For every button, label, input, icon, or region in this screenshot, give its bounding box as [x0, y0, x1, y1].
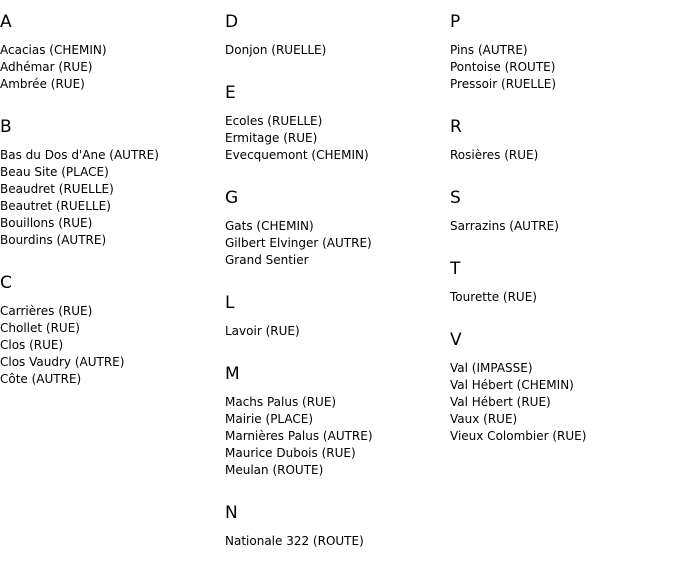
letter-section: [450, 330, 675, 445]
letter-section: [450, 12, 675, 93]
street-link[interactable]: Val (IMPASSE): [450, 361, 533, 375]
street-link[interactable]: Val Hébert (CHEMIN): [450, 378, 574, 392]
index-column-1: [0, 0, 225, 388]
street-link[interactable]: Val Hébert (RUE): [450, 395, 551, 409]
street-list: [0, 303, 225, 388]
section-letter-heading: A: [0, 12, 12, 32]
street-link[interactable]: Chollet (RUE): [0, 321, 80, 335]
letter-section: [225, 503, 450, 550]
street-link[interactable]: Sarrazins (AUTRE): [450, 219, 559, 233]
street-link[interactable]: Vaux (RUE): [450, 412, 518, 426]
street-link[interactable]: Tourette (RUE): [450, 290, 537, 304]
street-link[interactable]: Rosières (RUE): [450, 148, 539, 162]
section-letter-heading: L: [225, 293, 235, 313]
street-link[interactable]: Bas du Dos d'Ane (AUTRE): [0, 148, 159, 162]
street-link[interactable]: Gilbert Elvinger (AUTRE): [225, 236, 372, 250]
street-link[interactable]: Pressoir (RUELLE): [450, 77, 557, 91]
street-link[interactable]: Clos Vaudry (AUTRE): [0, 355, 125, 369]
letter-section: [225, 188, 450, 269]
street-link[interactable]: Beau Site (PLACE): [0, 165, 109, 179]
letter-section: [0, 12, 225, 93]
street-link[interactable]: Adhémar (RUE): [0, 60, 93, 74]
street-link[interactable]: Lavoir (RUE): [225, 324, 300, 338]
index-column-2: [225, 0, 450, 550]
letter-section: [450, 188, 675, 235]
section-letter-heading: B: [0, 117, 12, 137]
street-link[interactable]: Machs Palus (RUE): [225, 395, 337, 409]
letter-section: [225, 293, 450, 340]
section-letter-heading: E: [225, 83, 236, 103]
street-link[interactable]: Ecoles (RUELLE): [225, 114, 323, 128]
street-link[interactable]: Acacias (CHEMIN): [0, 43, 107, 57]
letter-section: [225, 83, 450, 164]
letter-section: [450, 259, 675, 306]
street-link[interactable]: Grand Sentier: [225, 253, 309, 267]
street-list: [225, 323, 450, 340]
street-link[interactable]: Evecquemont (CHEMIN): [225, 148, 369, 162]
street-link[interactable]: Marnières Palus (AUTRE): [225, 429, 373, 443]
street-link[interactable]: Ambrée (RUE): [0, 77, 85, 91]
street-list: [450, 218, 675, 235]
street-link[interactable]: Mairie (PLACE): [225, 412, 314, 426]
street-link[interactable]: Côte (AUTRE): [0, 372, 82, 386]
section-letter-heading: M: [225, 364, 240, 384]
index-column-3: [450, 0, 675, 445]
letter-section: [450, 117, 675, 164]
street-link[interactable]: Pins (AUTRE): [450, 43, 528, 57]
street-list: [225, 394, 450, 479]
section-letter-heading: T: [450, 259, 461, 279]
letter-section: [225, 364, 450, 479]
street-list: [450, 360, 675, 445]
street-link[interactable]: Donjon (RUELLE): [225, 43, 327, 57]
street-link[interactable]: Ermitage (RUE): [225, 131, 318, 145]
letter-section: [225, 12, 450, 59]
street-list: [225, 113, 450, 164]
section-letter-heading: P: [450, 12, 461, 32]
street-link[interactable]: Maurice Dubois (RUE): [225, 446, 356, 460]
street-link[interactable]: Nationale 322 (ROUTE): [225, 534, 364, 548]
street-list: [450, 289, 675, 306]
section-letter-heading: C: [0, 273, 12, 293]
street-list: [0, 147, 225, 249]
section-letter-heading: R: [450, 117, 462, 137]
street-link[interactable]: Vieux Colombier (RUE): [450, 429, 587, 443]
street-list: [450, 42, 675, 93]
street-list: [225, 42, 450, 59]
street-link[interactable]: Bouillons (RUE): [0, 216, 93, 230]
section-letter-heading: N: [225, 503, 238, 523]
street-link[interactable]: Gats (CHEMIN): [225, 219, 314, 233]
section-letter-heading: D: [225, 12, 239, 32]
section-letter-heading: G: [225, 188, 239, 208]
street-list: [225, 533, 450, 550]
section-letter-heading: S: [450, 188, 461, 208]
street-link[interactable]: Meulan (ROUTE): [225, 463, 324, 477]
street-link[interactable]: Beaudret (RUELLE): [0, 182, 114, 196]
letter-section: [0, 273, 225, 388]
letter-section: [0, 117, 225, 249]
street-link[interactable]: Beautret (RUELLE): [0, 199, 111, 213]
street-link[interactable]: Carrières (RUE): [0, 304, 93, 318]
street-list: [0, 42, 225, 93]
street-link[interactable]: Bourdins (AUTRE): [0, 233, 107, 247]
section-letter-heading: V: [450, 330, 462, 350]
street-list: [450, 147, 675, 164]
street-link[interactable]: Pontoise (ROUTE): [450, 60, 556, 74]
street-list: [225, 218, 450, 269]
street-link[interactable]: Clos (RUE): [0, 338, 64, 352]
